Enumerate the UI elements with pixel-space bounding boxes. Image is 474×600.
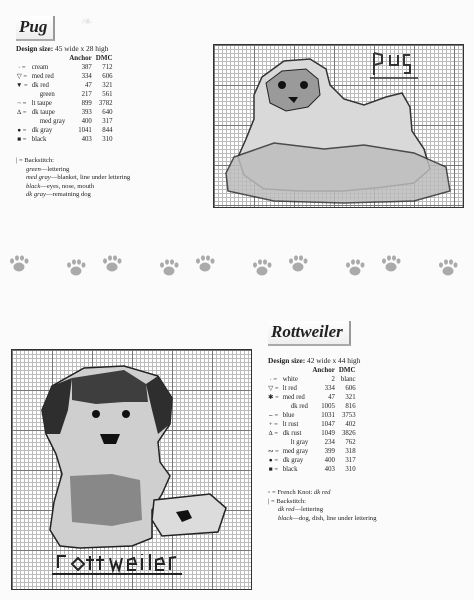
backstitch-use: lettering [301, 506, 323, 514]
dmc-number: 762 [345, 439, 356, 446]
color-name: lt taupe [31, 100, 52, 107]
color-key-row [14, 81, 115, 90]
anchor-number: 334 [324, 385, 335, 392]
backstitch-color: black [26, 182, 41, 190]
color-symbol: ▽ = [16, 73, 28, 80]
color-name: cream [31, 64, 49, 71]
color-symbol: ■ = [17, 136, 27, 143]
anchor-number: 334 [81, 73, 92, 80]
rottweiler-color-key [266, 366, 358, 474]
color-key-row [266, 465, 358, 474]
anchor-number: 2 [331, 376, 335, 383]
backstitch-heading: | = Backstitch: [16, 157, 55, 164]
dmc-number: 317 [345, 457, 356, 464]
color-symbol [14, 117, 30, 126]
dmc-number: 816 [345, 403, 356, 410]
dmc-number: 844 [102, 127, 113, 134]
pug-chart [213, 44, 464, 208]
backstitch-color: med gray [26, 174, 51, 182]
color-key-row [266, 384, 358, 393]
anchor-number: 399 [324, 448, 335, 455]
color-symbol: + = [268, 421, 278, 428]
color-symbol [266, 438, 281, 447]
backstitch-label: Backstitch: [276, 497, 307, 505]
backstitch-item: dk gray—remaining dog [26, 191, 91, 199]
rottweiler-backstitch [268, 489, 377, 523]
color-name: lt red [282, 385, 297, 392]
dmc-number: 3826 [342, 430, 356, 437]
anchor-number: 393 [81, 109, 92, 116]
backstitch-item: med gray—blanket, line under lettering [26, 174, 131, 182]
color-name: blue [282, 412, 295, 419]
french-knot-color: dk red [314, 489, 331, 496]
color-symbol: ● = [268, 457, 278, 464]
dmc-number: 640 [102, 109, 113, 116]
french-knot-label: French Knot: [277, 489, 313, 496]
anchor-number: 217 [81, 91, 92, 98]
color-key-row [14, 126, 115, 135]
color-name: med gray [39, 118, 66, 125]
color-name: dk red [290, 403, 308, 410]
anchor-number: 400 [81, 118, 92, 125]
background-artwork: ❧ [80, 15, 92, 30]
paw-print-icon [65, 258, 87, 278]
color-symbol: ● = [17, 127, 27, 134]
color-key-row [266, 447, 358, 456]
anchor-number: 47 [84, 82, 92, 89]
dmc-number: 321 [102, 82, 113, 89]
color-name: white [282, 376, 298, 383]
paw-print-icon [101, 254, 123, 274]
color-name: dk taupe [31, 109, 55, 116]
color-key-row [266, 456, 358, 465]
backstitch-heading: | = Backstitch: [268, 497, 307, 505]
dmc-number: blanc [340, 376, 356, 383]
color-symbol [14, 90, 30, 99]
color-key-row [14, 135, 115, 144]
rottweiler-col-anchor: Anchor [312, 366, 335, 374]
backstitch-color: black [278, 514, 293, 522]
rottweiler-col-dmc: DMC [338, 366, 356, 374]
color-name: black [31, 136, 47, 143]
dmc-number: 606 [345, 385, 356, 392]
backstitch-item: black—eyes, nose, mouth [26, 182, 95, 190]
rottweiler-chart [11, 349, 252, 590]
anchor-number: 234 [324, 439, 335, 446]
pug-backstitch [16, 157, 130, 200]
color-symbol: · = [269, 376, 278, 383]
pug-col-dmc: DMC [95, 54, 113, 62]
anchor-number: 1041 [78, 127, 92, 134]
backstitch-color: dk red [278, 506, 295, 514]
anchor-number: 1049 [321, 430, 335, 437]
dmc-number: 712 [102, 64, 113, 71]
backstitch-use: remaining dog [52, 191, 91, 199]
color-key-row [14, 117, 115, 126]
color-name: med red [282, 394, 305, 401]
anchor-number: 403 [324, 466, 335, 473]
paw-print-border [0, 254, 474, 276]
pug-design-size-label: Design size: [16, 44, 54, 53]
anchor-number: 400 [324, 457, 335, 464]
dmc-number: 3753 [342, 412, 356, 419]
paw-print-icon [251, 258, 273, 278]
color-name: med gray [282, 448, 309, 455]
color-symbol: ▼ = [16, 82, 28, 89]
color-symbol [266, 402, 281, 411]
pug-design-size-value: 45 wide x 28 high [55, 44, 109, 53]
color-symbol: ∆ = [17, 109, 27, 116]
anchor-number: 899 [81, 100, 92, 107]
anchor-number: 1005 [321, 403, 335, 410]
paw-print-icon [158, 258, 180, 278]
backstitch-label: Backstitch: [24, 157, 55, 164]
color-name: lt gray [290, 439, 309, 446]
anchor-number: 47 [328, 394, 335, 401]
color-name: med red [31, 73, 54, 80]
color-name: dk gray [282, 457, 304, 464]
backstitch-use: dog, dish, line under lettering [298, 514, 377, 522]
color-symbol: ∾ = [268, 448, 279, 455]
color-name: dk red [31, 82, 49, 89]
dmc-number: 561 [102, 91, 113, 98]
pug-color-key [14, 54, 115, 144]
color-symbol: ✱ = [268, 394, 279, 401]
color-name: dk gray [31, 127, 53, 134]
color-symbol: ~ = [17, 100, 27, 107]
color-symbol: ⌢ = [268, 412, 279, 419]
pug-col-anchor: Anchor [69, 54, 92, 62]
paw-print-icon [287, 254, 309, 274]
color-key-row [266, 375, 358, 384]
rottweiler-design-size-value: 42 wide x 44 high [307, 356, 361, 365]
dmc-number: 318 [345, 448, 356, 455]
paw-print-icon [344, 258, 366, 278]
color-name: green [39, 91, 55, 98]
dmc-number: 317 [102, 118, 113, 125]
backstitch-color: dk gray [26, 191, 46, 199]
color-key-row [14, 90, 115, 99]
color-key-row [266, 402, 358, 411]
dmc-number: 310 [102, 136, 113, 143]
color-key-row [14, 99, 115, 108]
paw-print-icon [194, 254, 216, 274]
dmc-number: 402 [345, 421, 356, 428]
backstitch-use: blanket, line under lettering [57, 174, 131, 182]
dmc-number: 321 [345, 394, 356, 401]
pug-design-size [16, 44, 108, 53]
color-name: dk rust [282, 430, 302, 437]
color-symbol: · = [18, 64, 26, 71]
backstitch-use: lettering [47, 165, 70, 173]
pug-chart-artwork [214, 45, 463, 207]
anchor-number: 387 [81, 64, 92, 71]
color-symbol: ▽ = [268, 385, 279, 392]
dmc-number: 606 [102, 73, 113, 80]
color-key-row [14, 63, 115, 72]
color-name: black [282, 466, 298, 473]
color-key-row [14, 108, 115, 117]
backstitch-item: dk red—lettering [278, 506, 323, 514]
backstitch-item: black—dog, dish, line under lettering [278, 514, 377, 522]
color-key-row [266, 438, 358, 447]
anchor-number: 403 [81, 136, 92, 143]
anchor-number: 1031 [321, 412, 335, 419]
pug-title: Pug [16, 16, 55, 41]
backstitch-item: green—lettering [26, 165, 70, 173]
backstitch-color: green [26, 165, 41, 173]
color-symbol: ■ = [268, 466, 278, 473]
rottweiler-design-size-label: Design size: [268, 356, 306, 365]
color-key-row [266, 393, 358, 402]
paw-print-icon [437, 258, 459, 278]
anchor-number: 1047 [321, 421, 335, 428]
rottweiler-chart-artwork [12, 350, 251, 589]
color-symbol: ∆ = [268, 430, 279, 437]
rottweiler-design-size [268, 356, 360, 365]
color-name: lt rust [282, 421, 299, 428]
dmc-number: 310 [345, 466, 356, 473]
color-key-row [266, 420, 358, 429]
dmc-number: 3782 [98, 100, 113, 107]
rottweiler-title: Rottweiler [268, 321, 351, 346]
color-key-row [14, 72, 115, 81]
color-key-row [266, 411, 358, 420]
french-knot-line: ◦ = French Knot: dk red [268, 489, 331, 496]
paw-print-icon [8, 254, 30, 274]
paw-print-icon [380, 254, 402, 274]
color-key-row [266, 429, 358, 438]
backstitch-use: eyes, nose, mouth [46, 182, 95, 190]
